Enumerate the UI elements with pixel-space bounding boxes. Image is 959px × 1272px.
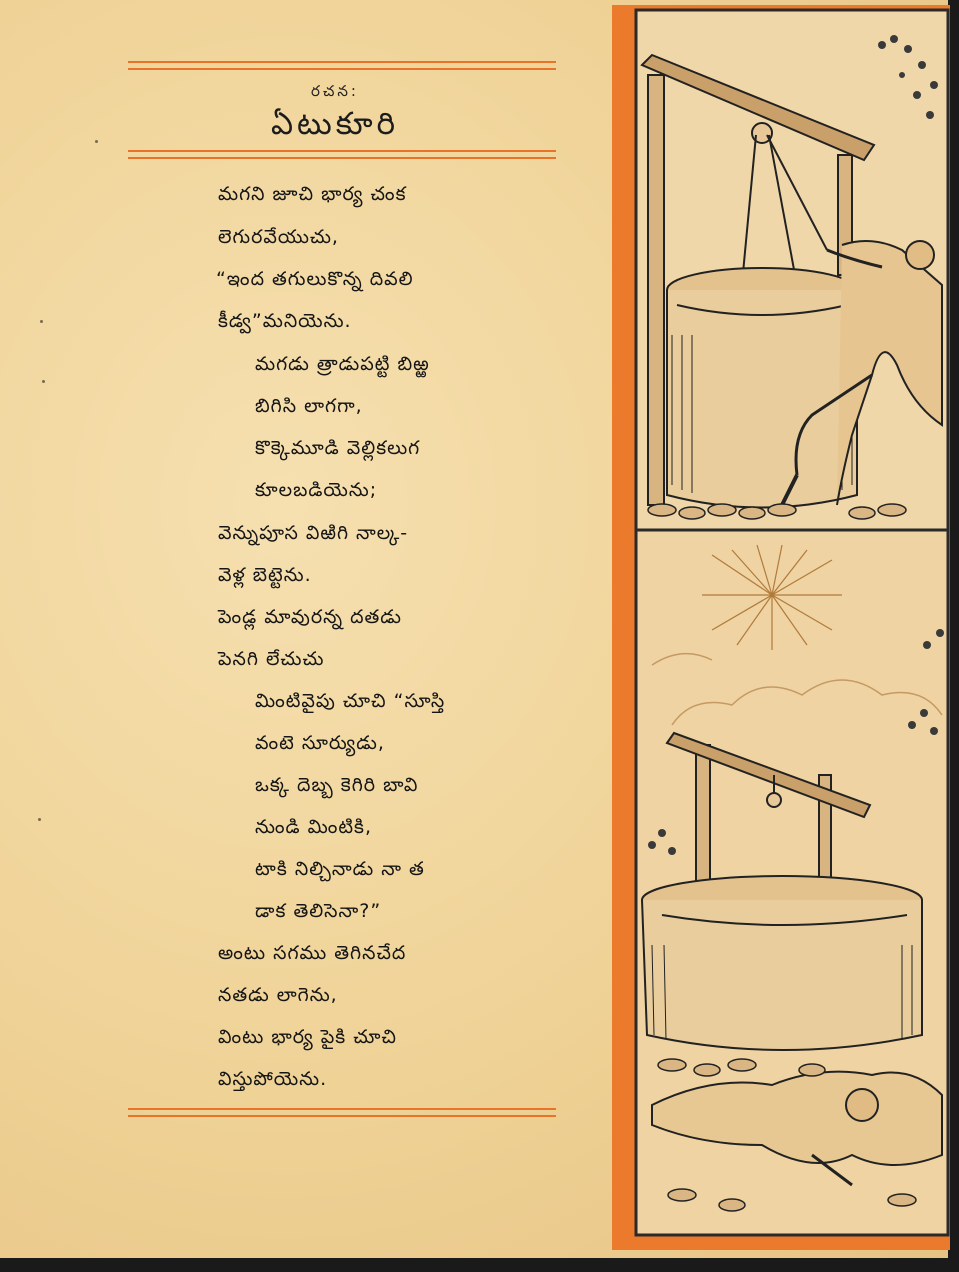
poem-line: విస్తుపోయెను. <box>218 1068 328 1090</box>
bottom-rule-1 <box>128 1108 556 1110</box>
poem-line: నతడు లాగెను, <box>218 984 338 1006</box>
poem-line: కొక్కెమూడి వెల్లికలుగ <box>255 437 421 459</box>
poem-line: పెండ్ల మావురన్న దతడు <box>218 606 402 628</box>
poem-line: కూలబడియెను; <box>255 479 378 501</box>
poem-line: వంటె సూర్యుడు, <box>255 732 385 754</box>
header-rule-1 <box>128 150 556 152</box>
poem-line: బిగిసి లాగగా, <box>255 395 363 417</box>
bottom-rule-2 <box>128 1115 556 1117</box>
poem-line: వింటు భార్య పైకి చూచి <box>218 1026 397 1048</box>
poem-line: నుండి మింటికి, <box>255 816 373 838</box>
margin-speck <box>42 380 45 383</box>
top-rule-1 <box>128 61 556 63</box>
poem-line: అంటు సగము తెగినచేద <box>218 942 407 964</box>
poem-line: పెనగి లేచుచు <box>218 648 325 670</box>
poem-line: వెన్నుపూస విఱిగి నాల్క- <box>218 522 409 544</box>
poem-line: మింటివైపు చూచి “సూస్తి <box>255 690 446 712</box>
top-rule-2 <box>128 68 556 70</box>
author-name: ఏటుకూరి <box>271 106 399 142</box>
poem-line: మగని జూచి భార్య చంక <box>218 183 407 205</box>
poem-line: మగడు త్రాడుపట్టి బిఱ్ఱ <box>255 353 430 375</box>
credit-label: రచన: <box>311 82 359 100</box>
poem-line: టాకి నిల్చినాడు నా త <box>255 858 425 880</box>
illustration-art <box>612 5 950 1250</box>
poem-line: కీడ్వ”మనియెను. <box>218 310 352 332</box>
poem-line: వెళ్ల బెట్టెను. <box>218 564 312 586</box>
margin-speck <box>40 320 43 323</box>
margin-speck <box>95 140 98 143</box>
poem-line: డాక తెలిసెనా?” <box>255 900 382 922</box>
poem-line: “ఇంద తగులుకొన్న దివలి <box>216 268 414 290</box>
poem-line: ఒక్క దెబ్బ కెగిరి బావి <box>255 774 419 796</box>
header-rule-2 <box>128 157 556 159</box>
illustration-panel <box>612 5 950 1250</box>
poem-line: లెగురవేయుచు, <box>218 226 339 248</box>
margin-speck <box>38 818 41 821</box>
